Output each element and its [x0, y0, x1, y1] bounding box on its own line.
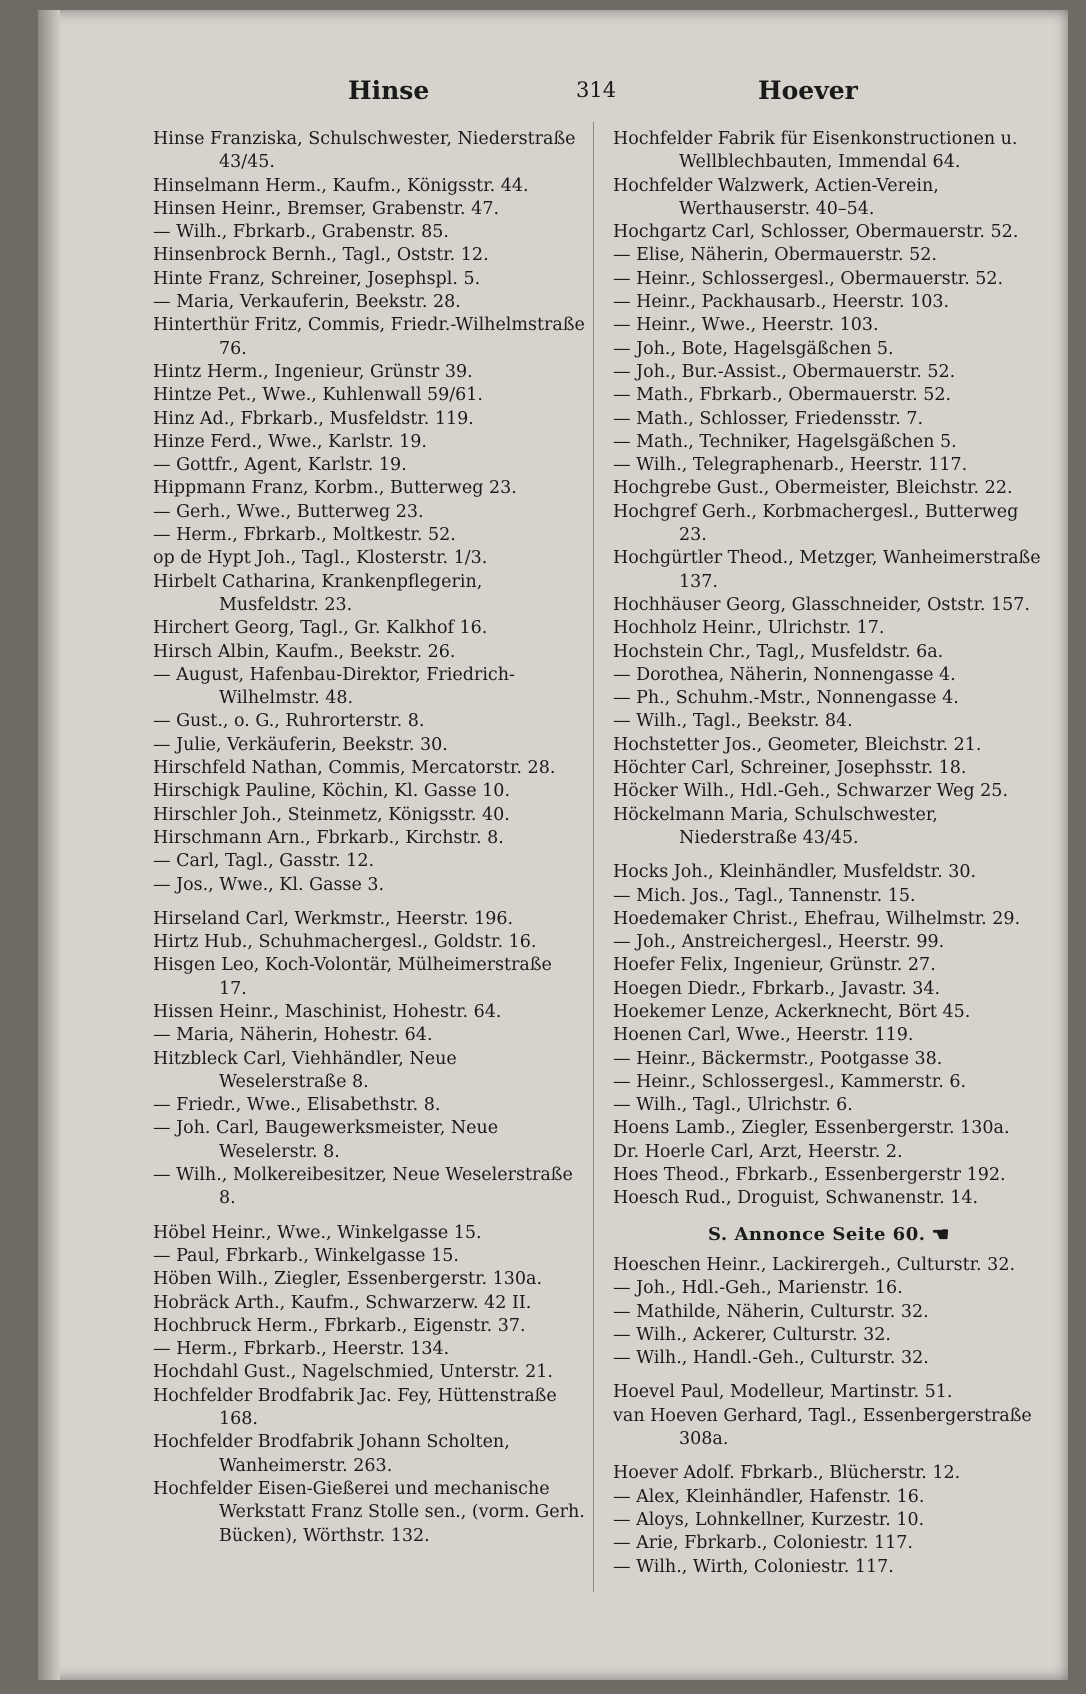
directory-entry: Hirschigk Pauline, Köchin, Kl. Gasse 10. [153, 781, 511, 802]
directory-entry: — Maria, Verkauferin, Beekstr. 28. [153, 292, 461, 313]
directory-entry: Hoegen Diedr., Fbrkarb., Javastr. 34. [613, 978, 941, 999]
pointing-hand-icon: ☚ [931, 1221, 950, 1246]
directory-entry: — Paul, Fbrkarb., Winkelgasse 15. [153, 1245, 459, 1266]
directory-entry: Hochfelder Walzwerk, Actien-Verein, Werthauserstr. 40–54. [613, 175, 939, 219]
directory-entry: Hocks Joh., Kleinhändler, Musfeldstr. 30. [613, 862, 977, 883]
directory-entry: Höbel Heinr., Wwe., Winkelgasse 15. [153, 1222, 482, 1243]
binding-edge [38, 10, 60, 1680]
directory-entry: — Elise, Näherin, Obermauerstr. 52. [613, 245, 937, 266]
directory-entry: — Heinr., Schlossergesl., Kammerstr. 6. [613, 1071, 967, 1092]
directory-entry: — Joh. Carl, Baugewerksmeister, Neue Weselerstr. 8. [153, 1118, 499, 1162]
left-column [153, 128, 585, 1548]
directory-entry: Hochgrebe Gust., Obermeister, Bleichstr. 22. [613, 478, 1013, 499]
directory-entry: Dr. Hoerle Carl, Arzt, Heerstr. 2. [613, 1141, 903, 1162]
directory-entry: Hirseland Carl, Werkmstr., Heerstr. 196. [153, 908, 514, 929]
page-sheet [38, 10, 1068, 1680]
directory-entry: Höben Wilh., Ziegler, Essenbergerstr. 130a. [153, 1269, 543, 1290]
directory-entry: Hoekemer Lenze, Ackerknecht, Bört 45. [613, 1001, 971, 1022]
directory-entry: Hoever Adolf. Fbrkarb., Blücherstr. 12. [613, 1463, 961, 1484]
directory-entry: Hochfelder Fabrik für Eisenkonstructionen u. Wellblechbauten, Immendal 64. [613, 129, 1018, 173]
directory-entry: — Heinr., Wwe., Heerstr. 103. [613, 315, 879, 336]
directory-entry: — Joh., Anstreichergesl., Heerstr. 99. [613, 932, 945, 953]
right-column-top [613, 128, 1045, 1211]
directory-entry: Hirsch Albin, Kaufm., Beekstr. 26. [153, 641, 456, 662]
directory-entry: Hippmann Franz, Korbm., Butterweg 23. [153, 478, 517, 499]
directory-entry: — Wilh., Tagl., Ulrichstr. 6. [613, 1095, 853, 1116]
directory-entry: Hoens Lamb., Ziegler, Essenbergerstr. 130a. [613, 1118, 1010, 1139]
directory-entry: — Math., Techniker, Hagelsgäßchen 5. [613, 431, 957, 452]
directory-entry: — Maria, Näherin, Hohestr. 64. [153, 1025, 433, 1046]
directory-entry: — Gust., o. G., Ruhrorterstr. 8. [153, 711, 425, 732]
directory-entry: — Dorothea, Näherin, Nonnengasse 4. [613, 664, 956, 685]
directory-entry: Hoes Theod., Fbrkarb., Essenbergerstr 192. [613, 1165, 1006, 1186]
directory-entry: — Wilh., Tagl., Beekstr. 84. [613, 711, 853, 732]
directory-entry: — Julie, Verkäuferin, Beekstr. 30. [153, 734, 448, 755]
directory-entry: — Wilh., Handl.-Geh., Culturstr. 32. [613, 1348, 929, 1369]
directory-entry: Hinsen Heinr., Bremser, Grabenstr. 47. [153, 198, 500, 219]
directory-entry: van Hoeven Gerhard, Tagl., Essenbergerstraße 308a. [613, 1405, 1032, 1450]
header-right-word: Hoever [758, 76, 858, 105]
directory-entry: Hisgen Leo, Koch-Volontär, Mülheimerstraße 17. [153, 955, 552, 999]
directory-entry: Hissen Heinr., Maschinist, Hohestr. 64. [153, 1001, 502, 1022]
annonce-text: S. Annonce Seite 60. [708, 1223, 926, 1245]
directory-entry: — Heinr., Packhausarb., Heerstr. 103. [613, 292, 950, 313]
directory-entry: Hinz Ad., Fbrkarb., Musfeldstr. 119. [153, 408, 474, 429]
directory-entry: — Math., Fbrkarb., Obermauerstr. 52. [613, 385, 952, 406]
directory-entry: Hochgref Gerh., Korbmachergesl., Butterweg 23. [613, 501, 1019, 546]
directory-entry: Hoenen Carl, Wwe., Heerstr. 119. [613, 1025, 914, 1046]
directory-entry: Hoesch Rud., Droguist, Schwanenstr. 14. [613, 1188, 979, 1209]
directory-entry: Höckelmann Maria, Schulschwester, Niederstraße 43/45. [613, 804, 938, 848]
directory-entry: Höchter Carl, Schreiner, Josephsstr. 18. [613, 758, 967, 779]
directory-entry: Hochdahl Gust., Nagelschmied, Unterstr. 21. [153, 1362, 553, 1383]
directory-entry: Hoevel Paul, Modelleur, Martinstr. 51. [613, 1382, 953, 1403]
directory-entry: Hochgürtler Theod., Metzger, Wanheimerstraße 137. [613, 548, 1041, 592]
directory-entry: Hoedemaker Christ., Ehefrau, Wilhelmstr. 29. [613, 908, 1021, 929]
directory-entry: — Wilh., Ackerer, Culturstr. 32. [613, 1324, 891, 1345]
directory-entry: — Wilh., Telegraphenarb., Heerstr. 117. [613, 455, 968, 476]
directory-entry: Hoefer Felix, Ingenieur, Grünstr. 27. [613, 955, 936, 976]
directory-entry: Hirschler Joh., Steinmetz, Königsstr. 40. [153, 804, 510, 825]
directory-entry: Hinte Franz, Schreiner, Josephspl. 5. [153, 268, 481, 289]
directory-entry: — Joh., Bur.-Assist., Obermauerstr. 52. [613, 361, 956, 382]
directory-entry: Hoeschen Heinr., Lackirergeh., Culturstr. 32. [613, 1254, 1016, 1275]
directory-entry: — Herm., Fbrkarb., Heerstr. 134. [153, 1339, 450, 1360]
directory-entry: Hirtz Hub., Schuhmachergesl., Goldstr. 16. [153, 932, 537, 953]
directory-entry: Hochfelder Brodfabrik Jac. Fey, Hüttenstraße 168. [153, 1385, 557, 1430]
directory-entry: Hirchert Georg, Tagl., Gr. Kalkhof 16. [153, 618, 488, 639]
directory-entry: — Alex, Kleinhändler, Hafenstr. 16. [613, 1486, 925, 1507]
directory-entry: Hochhäuser Georg, Glasschneider, Oststr. 157. [613, 594, 1030, 615]
directory-entry: — Joh., Hdl.-Geh., Marienstr. 16. [613, 1278, 903, 1299]
directory-entry: — Herm., Fbrkarb., Moltkestr. 52. [153, 525, 456, 546]
directory-entry: Hinsenbrock Bernh., Tagl., Oststr. 12. [153, 245, 489, 266]
directory-entry: — Joh., Bote, Hagelsgäßchen 5. [613, 338, 894, 359]
directory-entry: — Jos., Wwe., Kl. Gasse 3. [153, 874, 385, 895]
directory-entry: Hitzbleck Carl, Viehhändler, Neue Weselerstraße 8. [153, 1048, 457, 1092]
directory-entry: — Arie, Fbrkarb., Coloniestr. 117. [613, 1533, 913, 1554]
page-number: 314 [576, 78, 617, 102]
directory-entry: Hochfelder Brodfabrik Johann Scholten, Wanheimerstr. 263. [153, 1432, 510, 1476]
directory-entry: — Heinr., Bäckermstr., Pootgasse 38. [613, 1048, 943, 1069]
right-column [613, 128, 1045, 1579]
directory-entry: Hinze Ferd., Wwe., Karlstr. 19. [153, 431, 427, 452]
directory-entry: Hintze Pet., Wwe., Kuhlenwall 59/61. [153, 385, 483, 406]
directory-entry: Hochstetter Jos., Geometer, Bleichstr. 21. [613, 734, 982, 755]
directory-entry: Hinselmann Herm., Kaufm., Königsstr. 44. [153, 175, 529, 196]
directory-entry: Hochgartz Carl, Schlosser, Obermauerstr. 52. [613, 222, 1019, 243]
directory-entry: — Mathilde, Näherin, Culturstr. 32. [613, 1301, 929, 1322]
directory-entry: Hirschmann Arn., Fbrkarb., Kirchstr. 8. [153, 827, 504, 848]
annonce-notice [613, 1223, 1045, 1246]
right-column-bottom [613, 1254, 1045, 1579]
running-header [38, 72, 1068, 112]
directory-entry: — Mich. Jos., Tagl., Tannenstr. 15. [613, 885, 916, 906]
directory-entry: — Gottfr., Agent, Karlstr. 19. [153, 455, 407, 476]
directory-entry: — Heinr., Schlossergesl., Obermauerstr. 52. [613, 268, 1004, 289]
directory-entry: Hirschfeld Nathan, Commis, Mercatorstr. 28. [153, 758, 556, 779]
directory-entry: — Ph., Schuhm.-Mstr., Nonnengasse 4. [613, 688, 959, 709]
directory-entry: Hochholz Heinr., Ulrichstr. 17. [613, 618, 885, 639]
directory-entry: Höcker Wilh., Hdl.-Geh., Schwarzer Weg 25. [613, 781, 1009, 802]
directory-entry: Hinse Franziska, Schulschwester, Niederstraße 43/45. [153, 129, 576, 173]
directory-entry: — Wilh., Molkereibesitzer, Neue Weselerstraße 8. [153, 1165, 573, 1209]
directory-entry: Hirbelt Catharina, Krankenpflegerin, Musfeldstr. 23. [153, 571, 483, 615]
directory-entry: Hintz Herm., Ingenieur, Grünstr 39. [153, 361, 473, 382]
header-left-word: Hinse [348, 76, 430, 105]
directory-entry: Hinterthür Fritz, Commis, Friedr.-Wilhelmstraße 76. [153, 315, 585, 359]
directory-entry: Hochfelder Eisen-Gießerei und mechanische Werkstatt Franz Stolle sen., (vorm. Gerh. Bücken), Wörthstr. 132. [153, 1478, 585, 1546]
directory-entry: op de Hypt Joh., Tagl., Klosterstr. 1/3. [153, 548, 488, 569]
directory-entry: — Friedr., Wwe., Elisabethstr. 8. [153, 1095, 441, 1116]
directory-entry: Hochbruck Herm., Fbrkarb., Eigenstr. 37. [153, 1315, 526, 1336]
directory-entry: — Math., Schlosser, Friedensstr. 7. [613, 408, 924, 429]
directory-entry: — Wilh., Wirth, Coloniestr. 117. [613, 1556, 894, 1577]
directory-entry: — August, Hafenbau-Direktor, Friedrich-Wilhelmstr. 48. [153, 664, 515, 709]
directory-entry: Hobräck Arth., Kaufm., Schwarzerw. 42 II. [153, 1292, 532, 1313]
directory-entry: — Aloys, Lohnkellner, Kurzestr. 10. [613, 1509, 925, 1530]
directory-entry: Hochstein Chr., Tagl,, Musfeldstr. 6a. [613, 641, 944, 662]
directory-entry: — Gerh., Wwe., Butterweg 23. [153, 501, 424, 522]
directory-entry: — Wilh., Fbrkarb., Grabenstr. 85. [153, 222, 449, 243]
column-divider [593, 122, 594, 1592]
directory-entry: — Carl, Tagl., Gasstr. 12. [153, 851, 375, 872]
